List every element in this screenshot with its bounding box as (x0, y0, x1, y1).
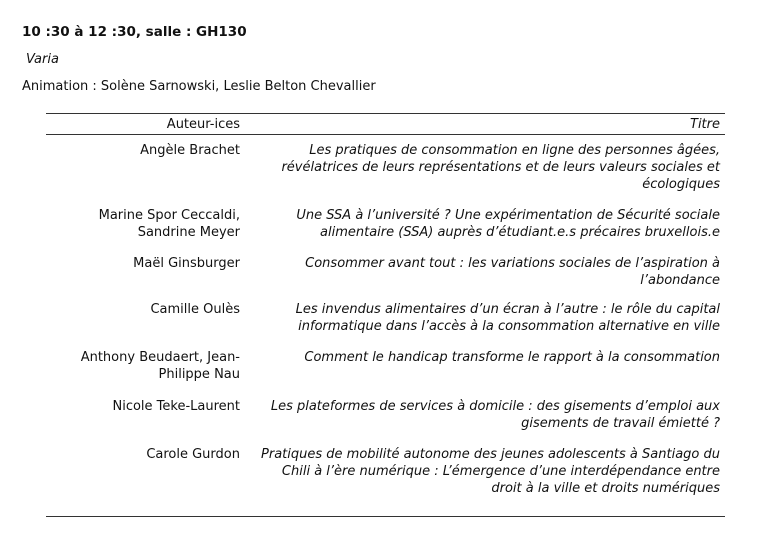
table-header-rule (46, 134, 725, 135)
row-authors: Angèle Brachet (140, 143, 240, 158)
row-authors: Marine Spor Ceccaldi, Sandrine Meyer (98, 208, 240, 240)
row-title: Comment le handicap transforme le rapport à la consommation (304, 350, 720, 365)
row-title: Les plateformes de services à domicile : des gisements d’emploi aux gisements de travail émietté ? (270, 399, 720, 431)
table-bottom-rule (46, 516, 725, 517)
row-authors: Carole Gurdon (146, 447, 240, 462)
row-title: Consommer avant tout : les variations sociales de l’aspiration à l’abondance (305, 256, 720, 288)
row-title: Pratiques de mobilité autonome des jeunes adolescents à Santiago du Chili à l’ère numérique : L’émergence d’une interdépendance entre droit à la ville et droits numériques (261, 447, 720, 496)
row-title: Une SSA à l’université ? Une expérimentation de Sécurité sociale alimentaire (SSA) auprès d’étudiant.e.s précaires bruxellois.e (296, 208, 720, 240)
session-title: 10 :30 à 12 :30, salle : GH130 (22, 24, 247, 40)
row-title: Les pratiques de consommation en ligne des personnes âgées, révélatrices de leurs représentations et de leurs valeurs sociales et écologiques (281, 143, 720, 192)
header-title: Titre (690, 117, 720, 132)
row-title: Les invendus alimentaires d’un écran à l’autre : le rôle du capital informatique dans l’accès à la consommation alternative en ville (295, 302, 720, 334)
row-authors: Camille Oulès (150, 302, 240, 317)
row-authors: Maël Ginsburger (133, 256, 240, 271)
session-animation: Animation : Solène Sarnowski, Leslie Belton Chevallier (22, 79, 376, 94)
session-theme: Varia (26, 52, 59, 67)
header-authors: Auteur-ices (166, 117, 240, 132)
row-authors: Nicole Teke-Laurent (112, 399, 240, 414)
table-top-rule (46, 113, 725, 114)
row-authors: Anthony Beudaert, Jean-Philippe Nau (80, 350, 240, 382)
